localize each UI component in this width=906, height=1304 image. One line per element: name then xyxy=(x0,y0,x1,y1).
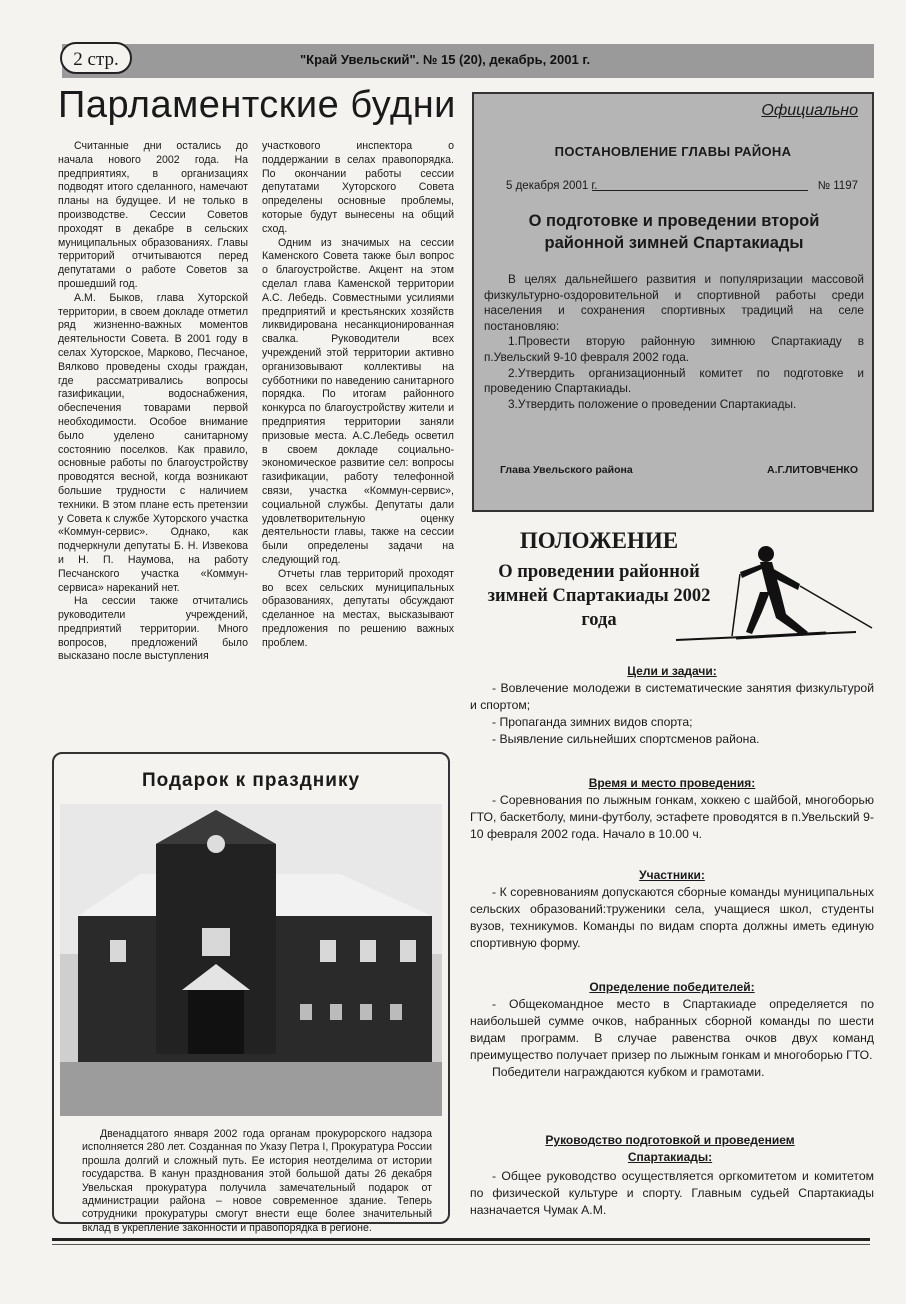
participants-text xyxy=(470,884,874,952)
decree-paragraph: В целях дальнейшего развития и популяризации массовой физкультурно-оздоровительной и спортивной работы среди населения и сохранения спортивных традиций на селе постановляю: xyxy=(484,272,864,333)
page-number: 2 стр. xyxy=(60,42,132,74)
decree-paragraph: 2.Утвердить организационный комитет по подготовке и проведению Спартакиады. xyxy=(484,365,864,396)
building-photo xyxy=(60,804,442,1116)
goal-item: - Пропаганда зимних видов спорта; xyxy=(492,715,693,729)
paragraph: Считанные дни остались до начала нового 2002 года. На предприятиях, в организациях подводят итого сделанного, намечают планы на будущее. И не только в производстве. Сессии Советов проходят в декабре в сельских муниципальных образованиях. Главы территорий отчитываются перед депутатами о работе Советов за прошедший год. xyxy=(58,140,248,290)
regulation-subtitle: О проведении районной зимней Спартакиады 2002 года xyxy=(487,562,711,630)
decree-body xyxy=(484,272,864,412)
time-place-heading: Время и место проведения: xyxy=(588,776,756,790)
leadership-text xyxy=(470,1168,874,1219)
gift-caption xyxy=(82,1128,432,1235)
paragraph: - Соревнования по лыжным гонкам, хоккею с шайбой, многоборью ГТО, баскетболу, мини-футболу, эстафете проводятся в п.Увельский 9-10 февраля 2002 года. Начало в 10.00 ч. xyxy=(470,793,874,841)
paragraph: Победители награждаются кубком и грамотами. xyxy=(492,1065,765,1079)
article-column-2 xyxy=(262,140,454,748)
signature-role: Глава Увельского района xyxy=(500,464,633,476)
winners-text xyxy=(470,996,874,1081)
decree-paragraph: 3.Утвердить положение о проведении Спартакиады. xyxy=(508,396,797,411)
paragraph: На сессии также отчитались руководители учреждений, предприятий территории. Много вопросов, предложений было высказано после выступления xyxy=(58,595,248,663)
decree-title: ПОСТАНОВЛЕНИЕ ГЛАВЫ РАЙОНА xyxy=(554,144,792,159)
goals-list xyxy=(470,680,874,748)
paragraph: - Общее руководство осуществляется оргкомитетом и комитетом по физической культуре и спорту. Главным судьей Спартакиады назначается Чумак А.М. xyxy=(470,1169,874,1217)
decree-date: 5 декабря 2001 г. xyxy=(506,180,598,192)
decree-line xyxy=(592,190,808,191)
regulation-title: ПОЛОЖЕНИЕ xyxy=(519,528,679,553)
decree-number: № 1197 xyxy=(817,180,858,192)
official-decree-box xyxy=(472,92,874,512)
official-label: Официально xyxy=(761,102,858,119)
decree-heading: О подготовке и проведении второй районной зимней Спартакиады xyxy=(528,212,820,252)
goal-item: - Вовлечение молодежи в систематические занятия физкультурой и спортом; xyxy=(470,681,874,712)
goal-item: - Выявление сильнейших спортсменов района. xyxy=(492,732,760,746)
bottom-rule-thin xyxy=(52,1244,870,1245)
paragraph: - Общекомандное место в Спартакиаде определяется по наибольшей сумме очков, набранных сборной команды по шести видам программ. В случае равенства очков двух команд преимущество получает призер по лыжным гонкам и многоборью ГТО. xyxy=(470,997,874,1062)
paragraph: - К соревнованиям допускаются сборные команды муниципальных сельских образований:труженики села, учащиеся школ, студенты вузов, техникумов. Команды по видам спорта должны иметь единую спортивную форму. xyxy=(470,885,874,950)
signature-name: А.Г.ЛИТОВЧЕНКО xyxy=(766,464,858,476)
gift-article-box xyxy=(52,752,450,1234)
article-column-1 xyxy=(58,140,248,748)
skier-icon xyxy=(676,540,876,650)
winners-heading: Определение победителей: xyxy=(589,980,755,994)
gift-title: Подарок к празднику xyxy=(141,770,361,791)
goals-heading: Цели и задачи: xyxy=(627,664,717,678)
masthead: "Край Увельский". № 15 (20), декабрь, 2001 г. xyxy=(300,52,591,67)
paragraph: Одним из значимых на сессии Каменского Совета также был вопрос о благоустройстве. Акцент на этом сделал глава Каменской территории А.С. Лебедь. Совместными усилиями предприятий и крестьянских хозяйств ликвидирована несанкционированная свалка. Руководители всех учреждений этой территории активно организовывают коллективы на субботники по наведению санитарного порядка. По итогам районного конкурса по благоустройству жители и предприятия территории заняли призовые места. А.С.Лебедь осветил в своем докладе социально-экономическое развитие сел: вопросы газификации, работу телефонной связи, участка «Коммун-сервис», социальной службы. Депутаты дали удовлетворительную оценку деятельности главы, также на сессии были определены задачи на следующий год. xyxy=(262,236,454,566)
decree-paragraph: 1.Провести вторую районную зимнюю Спартакиаду в п.Увельский 9-10 февраля 2002 года. xyxy=(484,334,864,364)
bottom-rule xyxy=(52,1238,870,1241)
participants-heading: Участники: xyxy=(639,868,705,882)
paragraph: Отчеты глав территорий проходят во всех сельских муниципальных образованиях, депутаты обсуждают сделанное на местах, высказывают предложения по решению важных проблем. xyxy=(262,567,454,649)
article-headline: Парламентские будни xyxy=(58,84,456,126)
paragraph: участкового инспектора о поддержании в селах правопорядка. По окончании работы сессии депутатами Хуторского Совета определены основные проблемы, которые будут вынесены на общий сход. xyxy=(262,140,454,235)
leadership-heading: Руководство подготовкой и проведением Спартакиады: xyxy=(545,1133,795,1164)
paragraph: А.М. Быков, глава Хуторской территории, в своем докладе отметил ряд жизненно-важных моментов деятельности Совета. В 2001 году в селах Хуторское, Марково, Песчаное, Вялково проведены сходы граждан, где рассматривались вопросы газификации, водоснабжения, обеспечения товарами первой необходимости. Особое внимание было уделено санитарному состоянию поселков. Как правило, основные работы по благоустройству проводятся весной, когда возникают большие трудности с наличием техники. В этом плане есть претензии у Совета к службе Хуторского участка «Коммун-сервис». Однако, как подчеркнули депутаты Б. Н. Извекова и Н. П. Наумова, на работу Песчанского участка «Коммун-сервиса» нареканий нет. xyxy=(58,291,248,594)
paragraph: Двенадцатого января 2002 года органам прокурорского надзора исполняется 280 лет. Созданная по Указу Петра I, Прокуратура России прошла долгий и сложный путь. Ее история неотделима от истории государства. В канун празднования этой большой даты 26 декабря Увельская прокуратура получила замечательный подарок от администрации района – новое современное здание. Теперь сотрудники прокуратуры смогут внести еще более значительный вклад в укрепление законности и правопорядка в регионе. xyxy=(82,1128,432,1234)
time-place-text xyxy=(470,792,874,843)
